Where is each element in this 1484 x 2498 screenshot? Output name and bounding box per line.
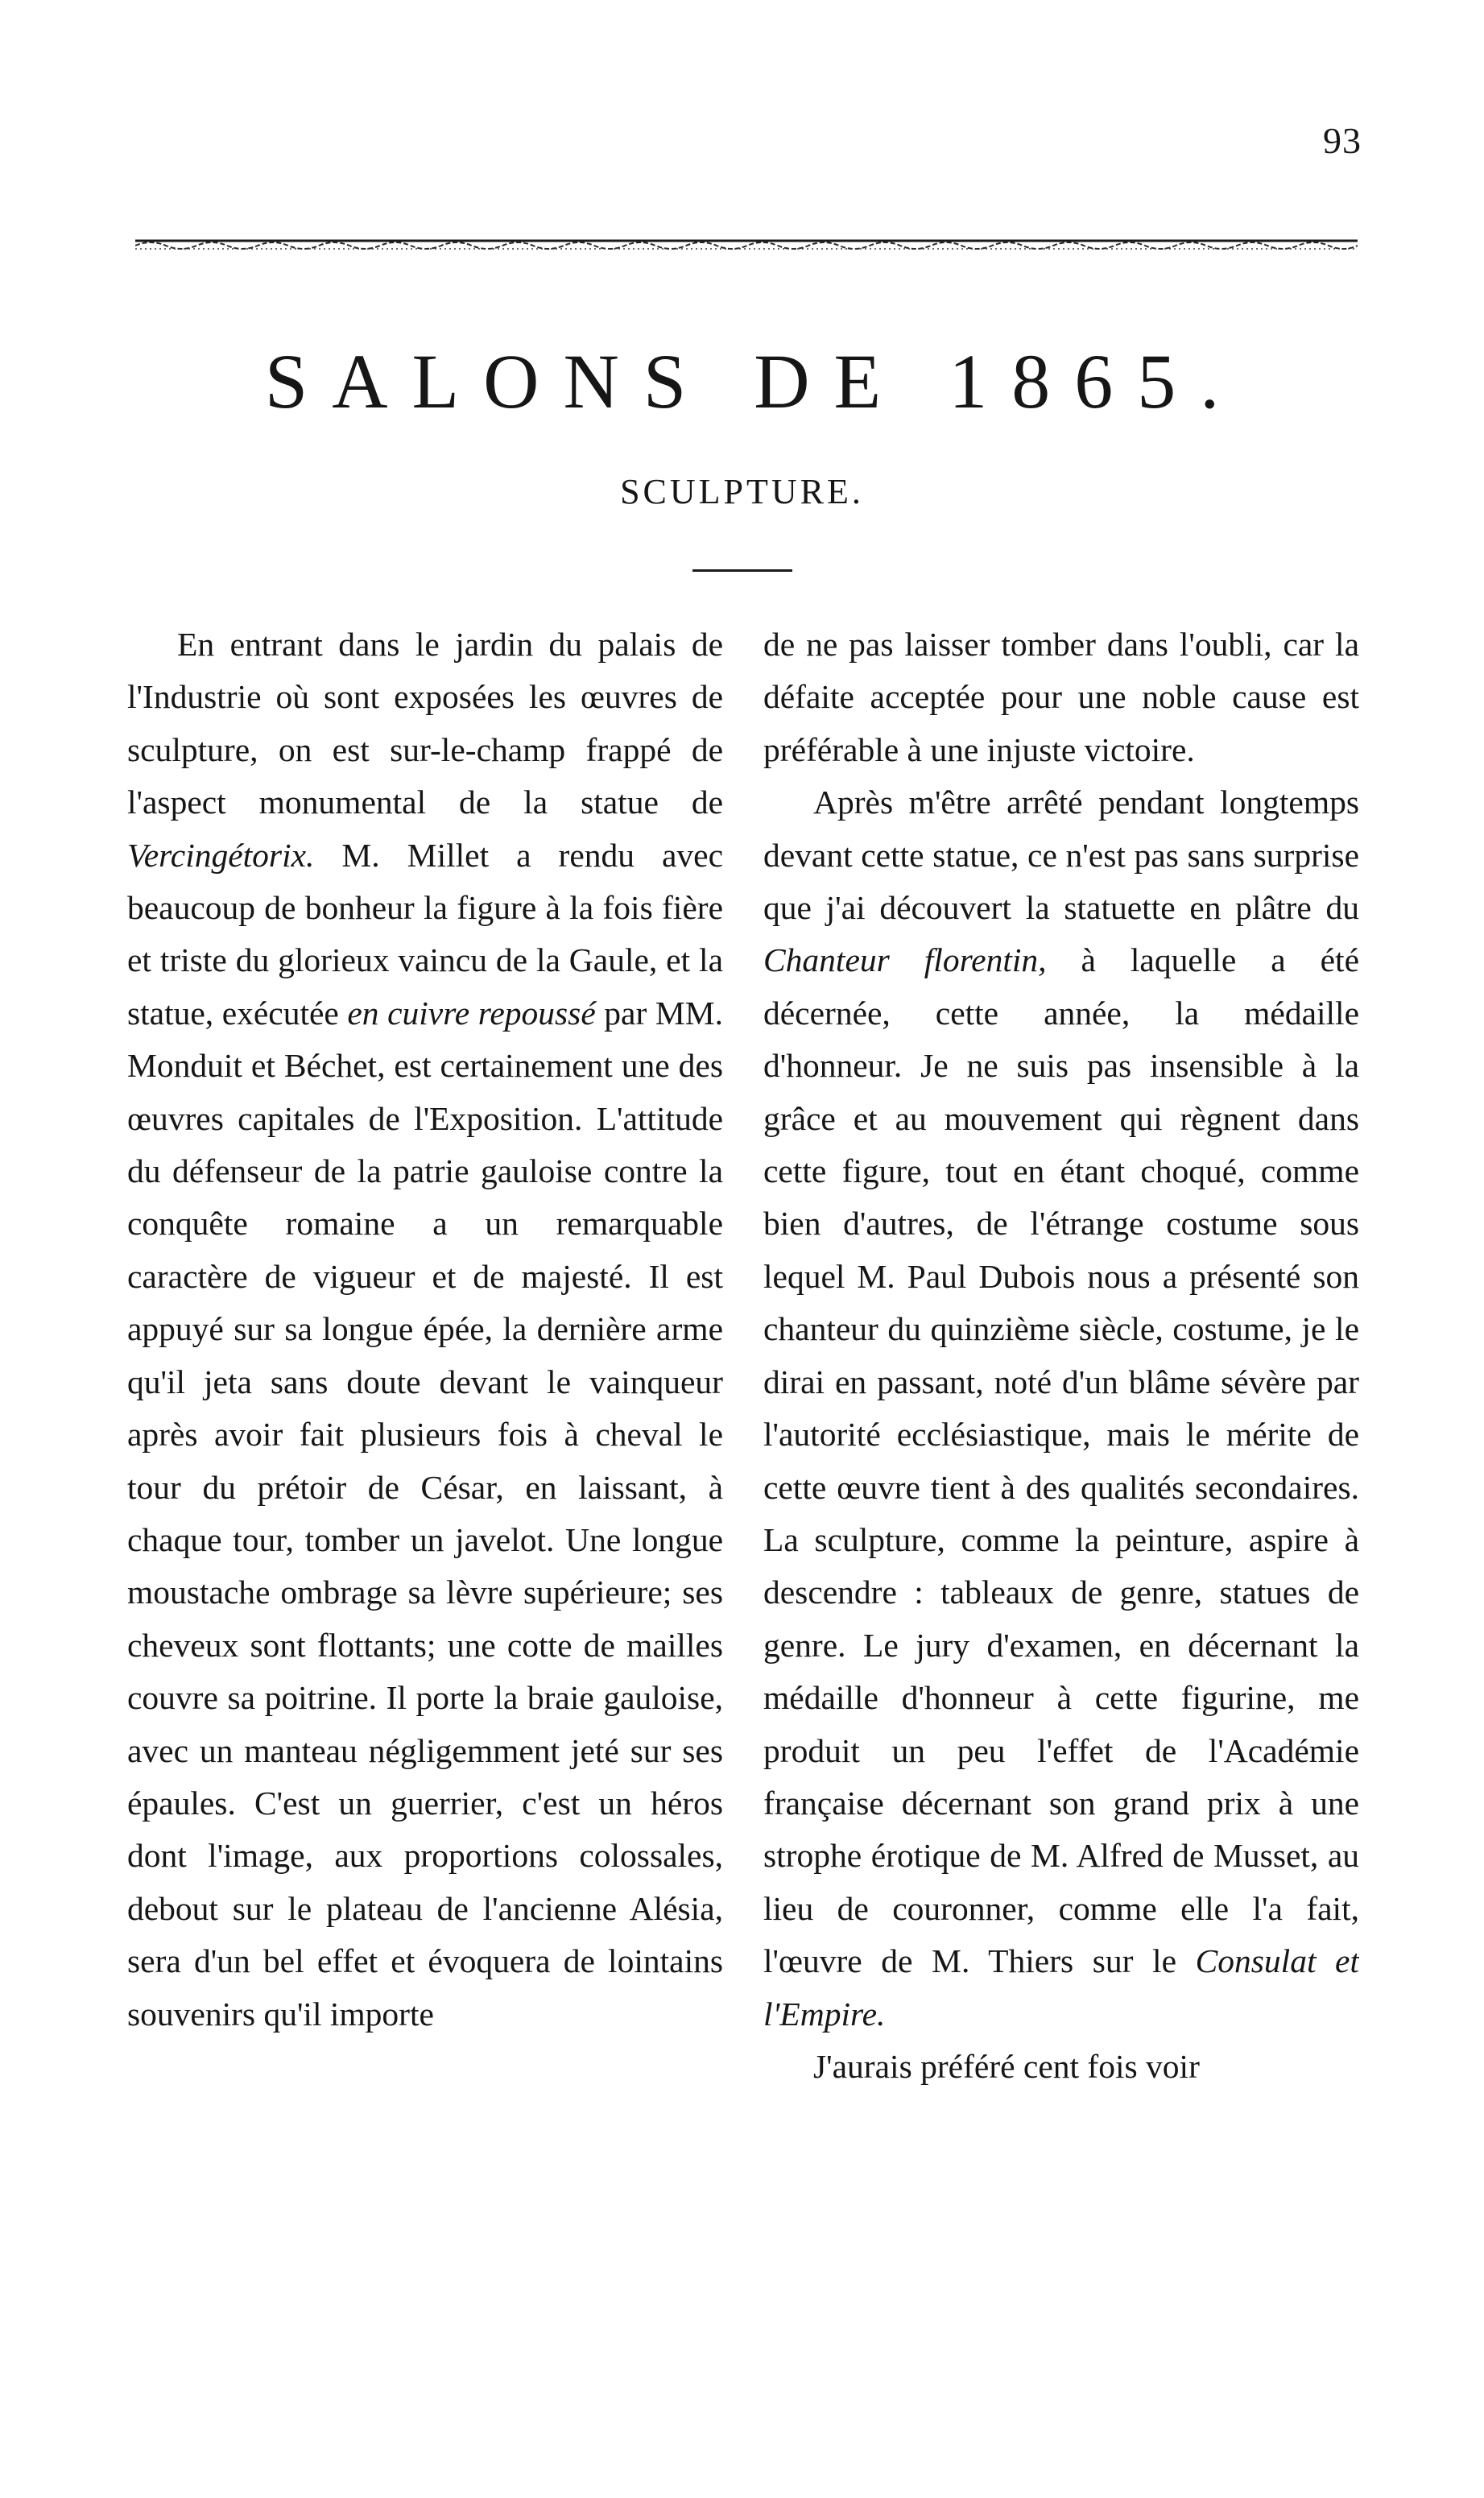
text-run: En entrant dans le jardin du palais de l'Industrie où sont exposées les œuvres de sculpture, on est sur-le-champ frappé de l'aspect monumental de la statue de <box>127 626 723 821</box>
page-title: SALONS DE 1865. <box>264 338 1244 424</box>
italic-text-run: en cuivre repoussé <box>347 994 596 1032</box>
title-divider <box>692 569 792 572</box>
text-run: Après m'être arrêté pendant longtemps devant cette statue, ce n'est pas sans surprise que j'ai découvert la statuette en plâtre du <box>763 784 1359 927</box>
italic-text-run: Consulat et l'Empire. <box>763 1942 1359 2033</box>
text-column-left <box>127 618 723 2430</box>
page-number: 93 <box>1323 120 1362 161</box>
italic-text-run: Vercingétorix. <box>127 836 315 874</box>
text-run: M. Millet a rendu avec beaucoup de bonheur la figure à la fois fière et triste du glorieux vaincu de la Gaule, et la statue, exécutée <box>127 836 723 1032</box>
paragraph <box>763 776 1359 2041</box>
paragraph: J'aurais préféré cent fois voir <box>813 2047 1200 2085</box>
ornamental-rule <box>135 237 1358 251</box>
text-run: par MM. Monduit et Béchet, est certainement une des œuvres capitales de l'Exposition. L'attitude du défenseur de la patrie gauloise contre la conquête romaine a un remarquable caractère de vigueur et de majesté. Il est appuyé sur sa longue épée, la dernière arme qu'il jeta sans doute devant le vainqueur après avoir fait plusieurs fois à cheval le tour du prétoir de César, en laissant, à chaque tour, tomber un javelot. Une longue moustache ombrage sa lèvre supérieure; ses cheveux sont flottants; une cotte de mailles couvre sa poitrine. Il porte la braie gauloise, avec un manteau négligemment jeté sur ses épaules. C'est un guerrier, c'est un héros dont l'image, aux proportions colossales, debout sur le plateau de l'ancienne Alésia, sera d'un bel effet et évoquera de lointains souvenirs qu'il importe <box>127 994 723 2033</box>
text-column-right <box>763 618 1359 2430</box>
italic-text-run: Chanteur florentin, <box>763 941 1047 979</box>
paragraph <box>127 618 723 2041</box>
paragraph-continued: de ne pas laisser tomber dans l'oubli, car la défaite acceptée pour une noble cause est préférable à une injuste victoire. <box>763 626 1359 768</box>
section-subtitle: SCULPTURE. <box>620 472 864 511</box>
text-run: à laquelle a été décernée, cette année, la médaille d'honneur. Je ne suis pas insensible à la grâce et au mouvement qui règnent dans cette figure, tout en étant choqué, comme bien d'autres, de l'étrange costume sous lequel M. Paul Dubois nous a présenté son chanteur du quinzième siècle, costume, je le dirai en passant, noté d'un blâme sévère par l'autorité ecclésiastique, mais le mérite de cette œuvre tient à des qualités secondaires. La sculpture, comme la peinture, aspire à descendre : tableaux de genre, statues de genre. Le jury d'examen, en décernant la médaille d'honneur à cette figurine, me produit un peu l'effet de l'Académie française décernant son grand prix à une strophe érotique de M. Alfred de Musset, au lieu de couronner, comme elle l'a fait, l'œuvre de M. Thiers sur le <box>763 941 1359 1980</box>
